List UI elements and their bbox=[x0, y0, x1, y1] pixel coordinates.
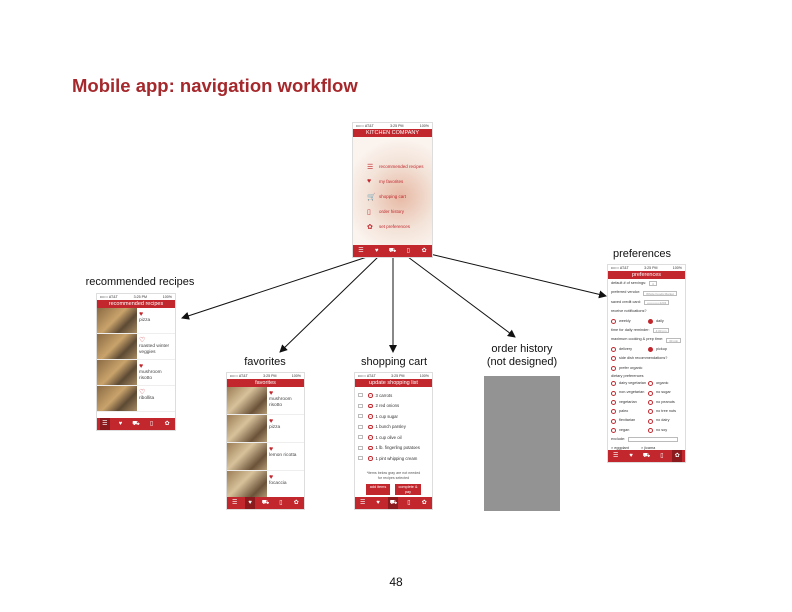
heart-icon[interactable]: ♥ bbox=[245, 497, 255, 509]
cart-icon: 🛒 bbox=[367, 193, 376, 201]
home-screen bbox=[352, 122, 433, 258]
page-title: Mobile app: navigation workflow bbox=[72, 75, 358, 96]
recipe-name: lemon ricotta bbox=[269, 453, 297, 458]
battery: 100% bbox=[419, 124, 429, 128]
preferences-header: preferences bbox=[608, 271, 685, 279]
cart-row[interactable] bbox=[355, 411, 432, 422]
heart-icon[interactable]: ♥ bbox=[139, 311, 144, 318]
dietary-options bbox=[608, 379, 685, 435]
favorites-screen bbox=[226, 372, 305, 510]
label-recommended: recommended recipes bbox=[85, 276, 195, 288]
checkbox[interactable] bbox=[648, 400, 653, 405]
list-item[interactable] bbox=[227, 471, 304, 499]
heart-icon[interactable]: ♡ bbox=[139, 389, 146, 396]
add-items-button[interactable]: add items bbox=[366, 484, 390, 495]
menu-item-label: order history bbox=[379, 209, 405, 214]
list-item[interactable] bbox=[97, 386, 175, 412]
dietary-row bbox=[608, 416, 685, 425]
option-label: flexitarian bbox=[619, 418, 636, 423]
remove-icon[interactable]: − bbox=[369, 436, 372, 440]
card-select[interactable]: ••••••••••••1234 bbox=[644, 300, 669, 305]
cart-row[interactable] bbox=[355, 401, 432, 412]
cart-item-label: 3 carrots bbox=[375, 392, 393, 398]
cart-icon[interactable]: ⛟ bbox=[132, 421, 140, 427]
pref-label: exclude: bbox=[611, 437, 626, 442]
order-history-line-2: (not designed) bbox=[486, 356, 558, 368]
delivery-options bbox=[608, 345, 685, 354]
document-icon[interactable]: ▯ bbox=[406, 248, 410, 254]
gear-icon[interactable]: ✿ bbox=[164, 421, 170, 427]
pref-row bbox=[608, 298, 685, 307]
radio-delivery[interactable] bbox=[611, 347, 616, 352]
label-order-history bbox=[474, 343, 570, 369]
battery: 100% bbox=[162, 295, 172, 299]
remove-icon[interactable]: − bbox=[369, 457, 372, 461]
quantity-field[interactable] bbox=[358, 425, 363, 429]
dietary-option[interactable] bbox=[648, 388, 685, 397]
quantity-field[interactable] bbox=[358, 446, 363, 450]
list-item[interactable] bbox=[97, 308, 175, 334]
cart-screen bbox=[354, 372, 433, 510]
option-label: vegetarian bbox=[619, 399, 637, 404]
label-preferences: preferences bbox=[612, 248, 672, 260]
option-label: non-vegetarian bbox=[619, 390, 645, 395]
cart-row[interactable] bbox=[355, 422, 432, 433]
cart-item-label: 1 lb. fingerling potatoes bbox=[375, 445, 420, 451]
radio-daily[interactable] bbox=[648, 319, 653, 324]
checkbox[interactable] bbox=[648, 409, 653, 414]
order-history-line-1: order history bbox=[491, 343, 553, 355]
heart-icon[interactable]: ♥ bbox=[374, 248, 379, 254]
tab-bar bbox=[608, 450, 685, 462]
menu-icon[interactable]: ☰ bbox=[358, 248, 364, 254]
notifications-options bbox=[608, 317, 685, 326]
recipe-image bbox=[97, 308, 137, 333]
dietary-row bbox=[608, 379, 685, 388]
checkbox[interactable] bbox=[611, 381, 616, 386]
dietary-option[interactable] bbox=[611, 407, 648, 416]
excluded-item[interactable]: × eggplant bbox=[611, 445, 629, 450]
menu-icon[interactable]: ☰ bbox=[359, 500, 366, 506]
cart-item-label: 1 cup olive oil bbox=[375, 434, 402, 440]
heart-icon[interactable]: ♥ bbox=[269, 418, 274, 425]
carrier: •••○○ AT&T bbox=[100, 295, 118, 299]
recipe-image bbox=[97, 360, 137, 385]
quantity-field[interactable] bbox=[358, 393, 363, 397]
label-favorites: favorites bbox=[244, 356, 286, 368]
document-icon[interactable]: ▯ bbox=[279, 500, 283, 506]
checkbox[interactable] bbox=[611, 419, 616, 424]
cart-item-label: 1 cup sugar bbox=[375, 413, 398, 419]
battery: 100% bbox=[419, 374, 429, 378]
battery: 100% bbox=[672, 266, 682, 270]
checkbox[interactable] bbox=[611, 391, 616, 396]
dietary-label: dietary preferences bbox=[611, 373, 644, 378]
menu-item-label: recommended recipes bbox=[379, 164, 424, 169]
dietary-option[interactable] bbox=[648, 416, 685, 425]
arrow-to-order-history bbox=[408, 257, 515, 337]
carrier: •••○○ AT&T bbox=[358, 374, 376, 378]
dietary-option[interactable] bbox=[648, 398, 685, 407]
quantity-field[interactable] bbox=[358, 435, 363, 439]
list-item[interactable] bbox=[227, 415, 304, 443]
list-item[interactable] bbox=[227, 443, 304, 471]
menu-icon[interactable]: ☰ bbox=[231, 500, 238, 506]
dietary-option[interactable] bbox=[648, 379, 685, 388]
organic-row bbox=[608, 364, 685, 373]
recipe-name: pizza bbox=[269, 425, 281, 430]
remove-icon[interactable]: − bbox=[369, 446, 372, 451]
quantity-field[interactable] bbox=[358, 456, 363, 460]
time: 3:25 PM bbox=[133, 295, 148, 299]
preferences-screen bbox=[607, 264, 686, 463]
option-label: no sugar bbox=[656, 390, 671, 395]
excluded-item[interactable]: × jicama bbox=[641, 445, 656, 450]
heart-icon[interactable]: ♥ bbox=[269, 474, 274, 481]
document-icon[interactable]: ▯ bbox=[149, 421, 154, 427]
recipe-image bbox=[97, 334, 137, 359]
reminder-field[interactable]: 4:00 pm bbox=[653, 328, 670, 333]
list-item[interactable] bbox=[97, 334, 175, 360]
option-label: daily bbox=[656, 318, 664, 323]
exclude-field[interactable] bbox=[628, 437, 678, 442]
pref-label: time for daily reminder: bbox=[611, 327, 650, 332]
document-icon: ▯ bbox=[367, 208, 371, 216]
home-header: KITCHEN COMPANY bbox=[353, 129, 432, 137]
pref-label: maximum cooking & prep time: bbox=[611, 337, 664, 342]
option-label: organic bbox=[656, 380, 669, 385]
recipe-name: roasted winter veggies bbox=[139, 344, 170, 355]
pref-row bbox=[608, 288, 685, 297]
cart-row[interactable] bbox=[355, 453, 432, 464]
quantity-field[interactable] bbox=[358, 404, 363, 408]
dietary-option[interactable] bbox=[611, 398, 648, 407]
checkbox[interactable] bbox=[611, 409, 616, 414]
pref-row bbox=[608, 279, 685, 288]
vendor-select[interactable]: Whole Foods Market bbox=[643, 291, 677, 296]
remove-icon[interactable]: − bbox=[369, 394, 372, 398]
recommended-header: recommended recipes bbox=[97, 300, 175, 308]
heart-icon: ♥ bbox=[367, 178, 372, 185]
arrow-to-preferences bbox=[430, 254, 606, 296]
recipe-name: ribollita bbox=[139, 396, 155, 401]
option-label: delivery bbox=[619, 346, 633, 351]
checkbox[interactable] bbox=[648, 428, 653, 433]
gear-icon[interactable]: ✿ bbox=[421, 248, 427, 254]
time: 3:25 PM bbox=[263, 374, 277, 378]
carrier: •••○○ AT&T bbox=[230, 374, 248, 378]
option-label: prefer organic bbox=[619, 365, 643, 370]
cart-icon[interactable]: ⛟ bbox=[388, 248, 397, 254]
menu-icon: ☰ bbox=[367, 163, 374, 171]
heart-icon[interactable]: ♥ bbox=[376, 500, 380, 506]
tab-bar bbox=[353, 245, 432, 257]
list-item[interactable] bbox=[97, 360, 175, 386]
option-label: paleo bbox=[619, 409, 629, 414]
dietary-option[interactable] bbox=[611, 426, 648, 435]
pref-label: preferred vendor: bbox=[611, 290, 641, 295]
cart-row[interactable] bbox=[355, 443, 432, 454]
arrow-to-favorites bbox=[280, 257, 378, 352]
option-label: side dish recommendations? bbox=[619, 356, 668, 361]
dietary-option[interactable] bbox=[611, 379, 648, 388]
heart-icon[interactable]: ♥ bbox=[269, 446, 274, 453]
recipe-image bbox=[227, 443, 267, 470]
side-dish-row bbox=[608, 354, 685, 363]
battery: 100% bbox=[291, 374, 301, 378]
tab-bar bbox=[355, 497, 432, 509]
gear-icon: ✿ bbox=[367, 223, 373, 231]
quantity-field[interactable] bbox=[358, 414, 363, 418]
remove-icon[interactable]: − bbox=[369, 415, 372, 419]
page-number: 48 bbox=[389, 575, 403, 589]
dietary-row bbox=[608, 398, 685, 407]
recipe-name: mushroom risotto bbox=[139, 370, 162, 381]
dietary-row bbox=[608, 407, 685, 416]
checkbox[interactable] bbox=[648, 381, 653, 386]
home-menu bbox=[353, 137, 432, 245]
dietary-option[interactable] bbox=[611, 416, 648, 425]
option-label: no peanuts bbox=[656, 399, 675, 404]
heart-icon[interactable]: ♥ bbox=[118, 421, 123, 427]
gear-icon[interactable]: ✿ bbox=[421, 500, 427, 506]
checkbox-side-dish[interactable] bbox=[611, 356, 616, 361]
recipe-image bbox=[227, 387, 267, 414]
option-label: weekly bbox=[619, 318, 631, 323]
document-icon[interactable]: ▯ bbox=[407, 500, 411, 506]
pref-label: saved credit card: bbox=[611, 299, 641, 304]
dietary-option[interactable] bbox=[648, 407, 685, 416]
recipe-image bbox=[97, 386, 137, 411]
recipe-image bbox=[227, 415, 267, 442]
menu-item-favorites[interactable] bbox=[353, 174, 432, 189]
complete-pay-button[interactable]: complete & pay bbox=[395, 484, 421, 495]
menu-item-preferences[interactable] bbox=[353, 219, 432, 234]
menu-icon[interactable]: ☰ bbox=[612, 453, 619, 459]
cart-row[interactable] bbox=[355, 432, 432, 443]
heart-icon[interactable]: ♥ bbox=[629, 453, 633, 459]
reminder-row bbox=[608, 326, 685, 335]
carrier: •••○○ AT&T bbox=[356, 124, 374, 128]
checkbox[interactable] bbox=[648, 419, 653, 424]
order-history-placeholder bbox=[484, 376, 560, 511]
recipe-name: mushroom risotto bbox=[269, 397, 292, 408]
option-label: no dairy bbox=[656, 418, 670, 423]
cart-row[interactable] bbox=[355, 390, 432, 401]
menu-item-label: shopping cart bbox=[379, 194, 407, 199]
label-cart: shopping cart bbox=[360, 356, 428, 368]
cart-icon[interactable]: ⛟ bbox=[388, 497, 398, 509]
recipe-image bbox=[227, 471, 267, 498]
cart-header: update shopping list bbox=[355, 379, 432, 387]
cart-item-label: 2 red onions bbox=[375, 403, 400, 409]
recipe-name: pizza bbox=[139, 318, 151, 323]
time: 3:25 PM bbox=[644, 266, 658, 270]
arrow-to-recommended bbox=[182, 256, 370, 318]
menu-item-recommended[interactable] bbox=[353, 159, 432, 174]
cooking-row bbox=[608, 335, 685, 344]
cart-item-label: 1 pint whipping cream bbox=[375, 455, 418, 461]
servings-field[interactable]: 4 bbox=[649, 281, 657, 286]
checkbox[interactable] bbox=[611, 428, 616, 433]
cooking-field[interactable]: 30 min bbox=[666, 338, 681, 343]
menu-item-label: my favorites bbox=[379, 179, 404, 184]
exclude-row bbox=[608, 435, 685, 444]
pref-label: default # of servings: bbox=[611, 281, 647, 285]
notifications-label: receive notifications? bbox=[611, 309, 647, 314]
dietary-option[interactable] bbox=[648, 426, 685, 435]
time: 3:25 PM bbox=[390, 124, 404, 128]
gear-icon[interactable]: ✿ bbox=[293, 500, 299, 506]
menu-icon[interactable]: ☰ bbox=[100, 418, 110, 430]
dietary-option[interactable] bbox=[611, 388, 648, 397]
recipe-name: focaccia bbox=[269, 481, 287, 486]
checkbox[interactable] bbox=[611, 400, 616, 405]
time: 3:25 PM bbox=[391, 374, 405, 378]
recommended-screen bbox=[96, 293, 176, 431]
cart-item-label: 1 bunch parsley bbox=[375, 424, 406, 430]
document-icon[interactable]: ▯ bbox=[660, 453, 664, 459]
checkbox[interactable] bbox=[648, 391, 653, 396]
cart-note: *items below gray are not needed for recipes selected bbox=[366, 471, 421, 480]
option-label: dairy vegetarian bbox=[619, 380, 647, 385]
remove-icon[interactable]: − bbox=[369, 404, 372, 409]
list-item[interactable] bbox=[227, 387, 304, 415]
cart-icon[interactable]: ⛟ bbox=[261, 500, 270, 506]
option-label: pickup bbox=[656, 346, 667, 351]
remove-icon[interactable]: − bbox=[369, 425, 372, 430]
gear-icon[interactable]: ✿ bbox=[672, 450, 682, 462]
dietary-row bbox=[608, 388, 685, 397]
tab-bar bbox=[227, 497, 304, 509]
tab-bar bbox=[97, 418, 175, 430]
option-label: no tree nuts bbox=[656, 409, 677, 414]
menu-item-orders[interactable] bbox=[353, 204, 432, 219]
radio-weekly[interactable] bbox=[611, 319, 616, 324]
favorites-header: favorites bbox=[227, 379, 304, 387]
carrier: •••○○ AT&T bbox=[611, 266, 629, 270]
cart-icon[interactable]: ⛟ bbox=[642, 453, 651, 459]
radio-pickup[interactable] bbox=[648, 347, 653, 352]
option-label: vegan bbox=[619, 427, 630, 432]
heart-icon[interactable]: ♥ bbox=[269, 390, 274, 397]
option-label: no soy bbox=[656, 427, 668, 432]
dietary-row bbox=[608, 426, 685, 435]
heart-icon[interactable]: ♥ bbox=[139, 363, 144, 370]
checkbox-organic[interactable] bbox=[611, 366, 616, 371]
menu-item-label: set preferences bbox=[379, 224, 411, 229]
heart-icon[interactable]: ♡ bbox=[139, 337, 146, 344]
menu-item-cart[interactable] bbox=[353, 189, 432, 204]
